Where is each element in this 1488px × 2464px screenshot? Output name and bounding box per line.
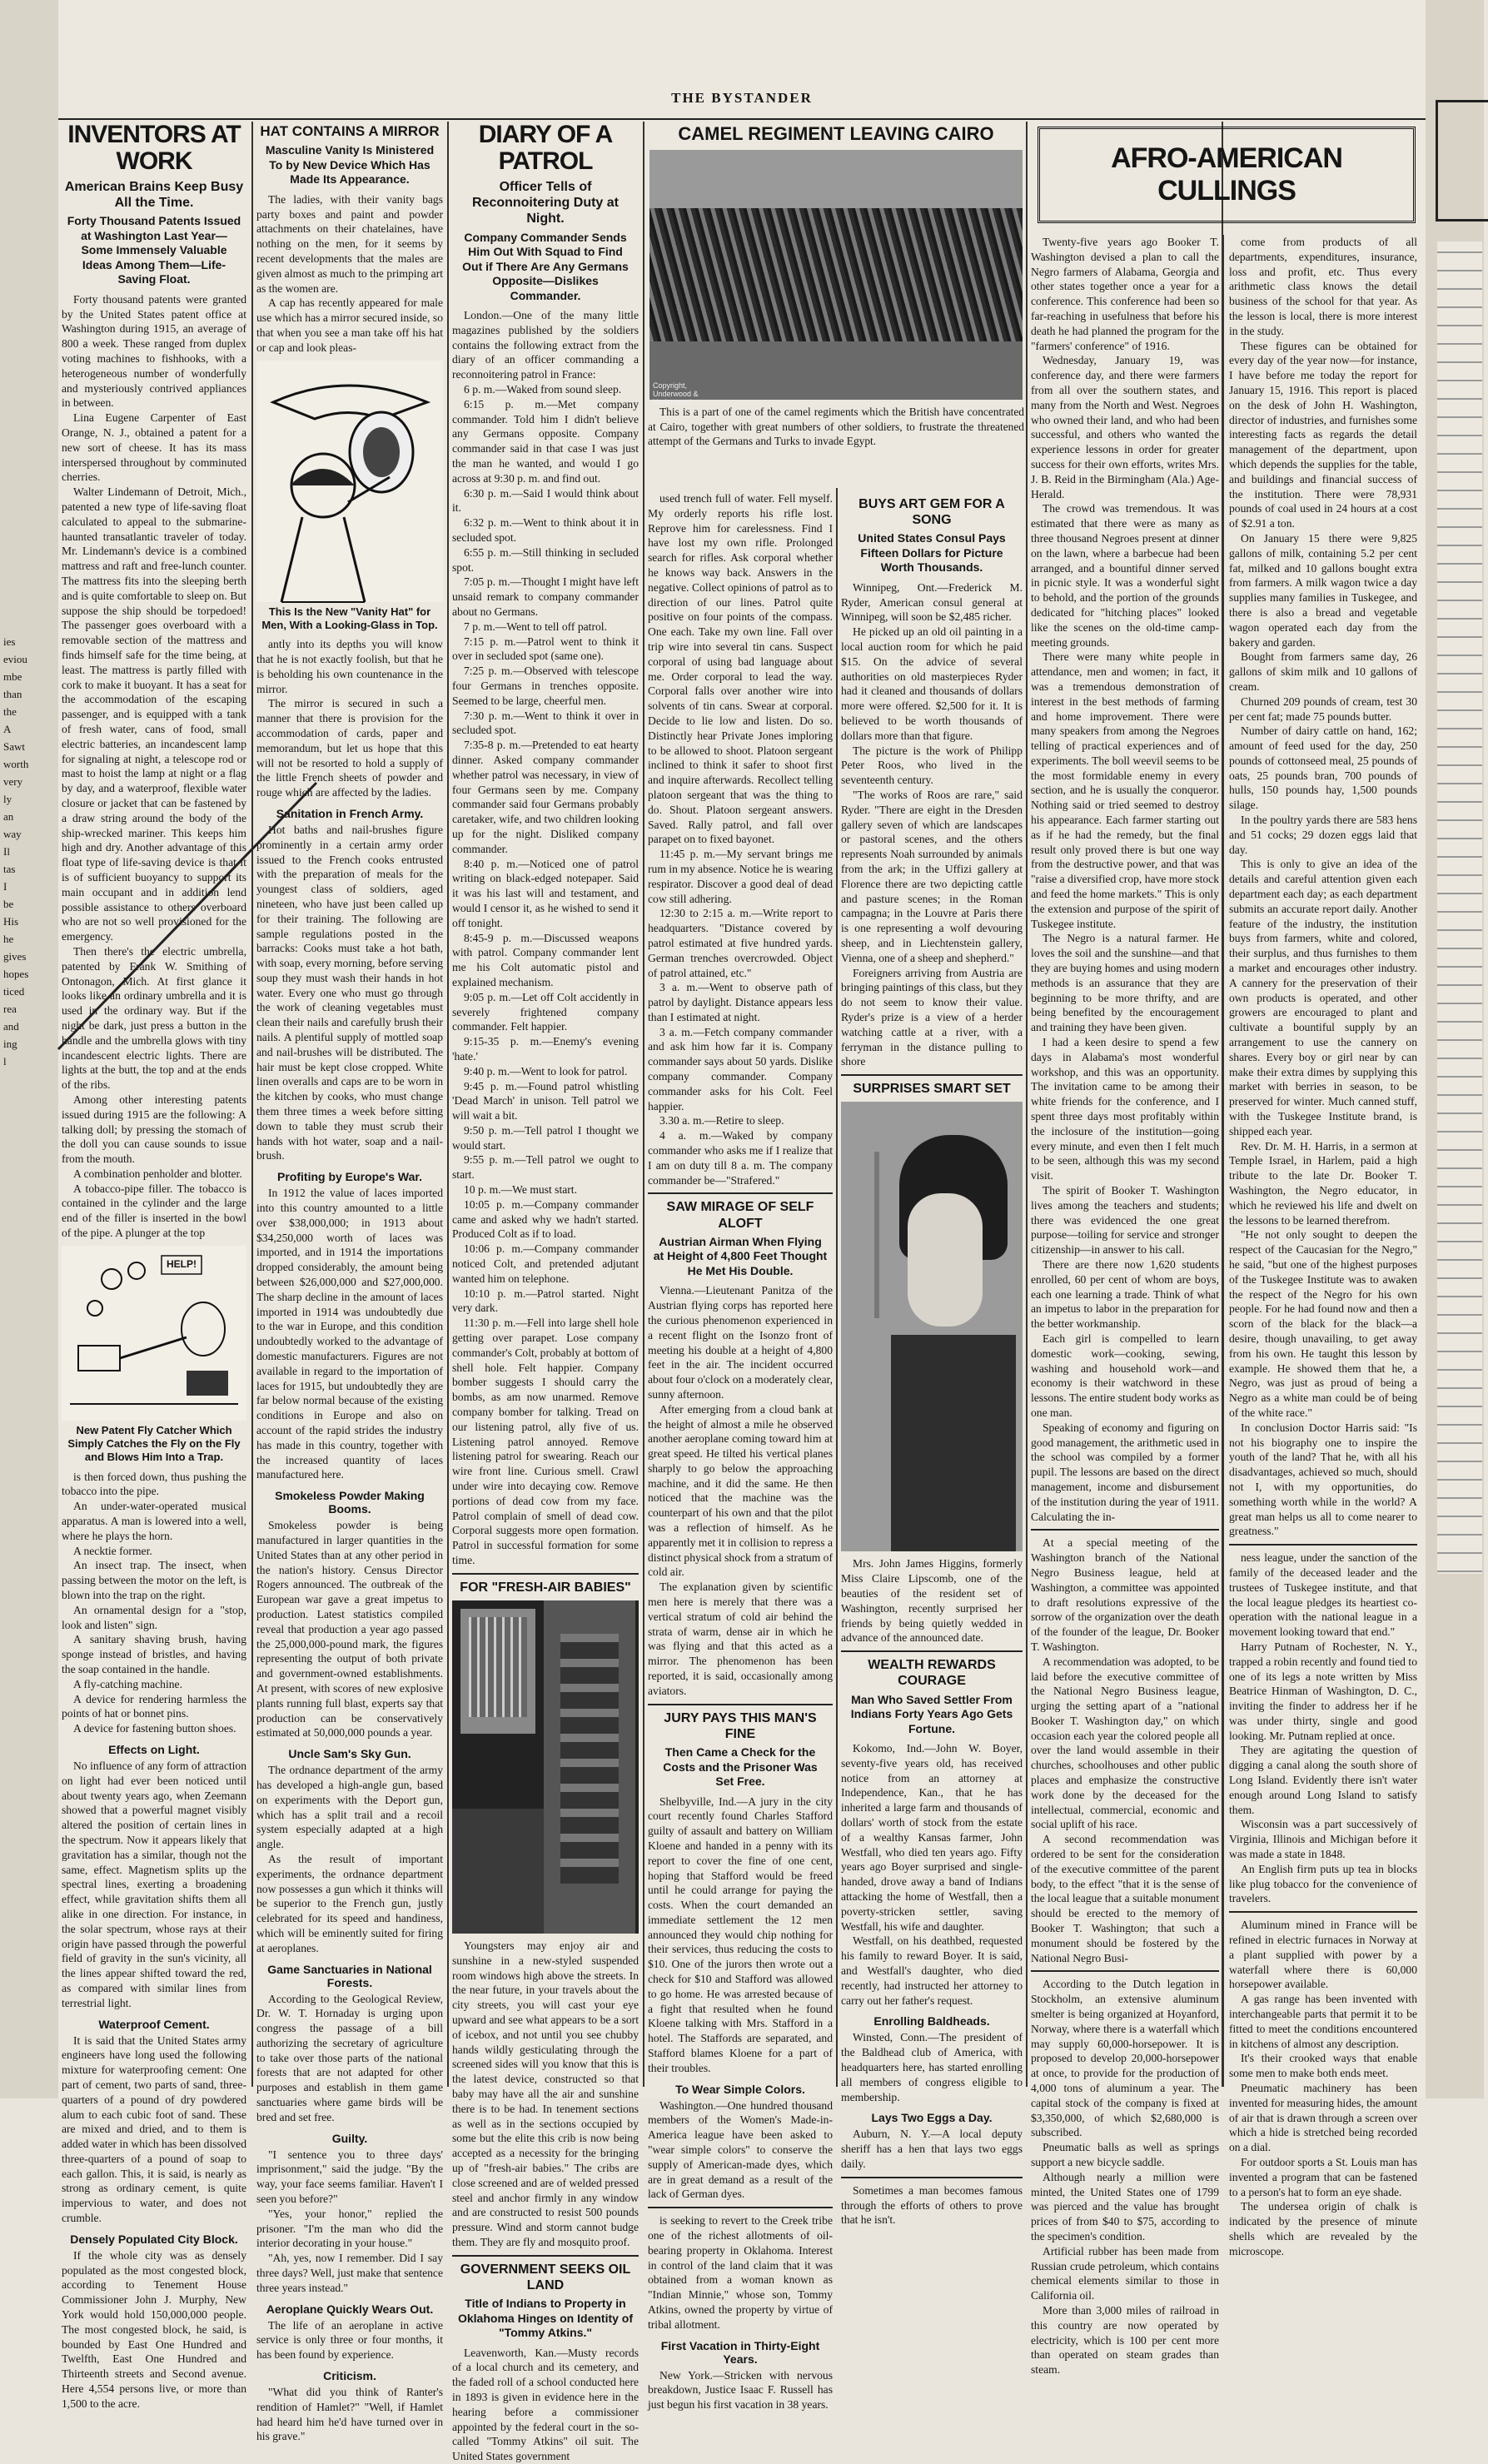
paragraph: It is said that the United States army engineers have long used the following mixture for waterproofing cement: One part of cement, two parts of sand, three-quarters of a pound of dry powdered alum to each cubic foot of sand. These are mixed and dried, and to them is added water in which has been dissolved three-quarters of a pound of soap to each gallon. This, it is said, is nearly as strong as ordinary cement, is quite impervious to water, and does not crumble. bbox=[62, 2033, 246, 2225]
masthead: THE BYSTANDER bbox=[58, 90, 1426, 120]
fresh-air-crib-photo bbox=[452, 1600, 639, 1934]
paragraph: Vienna.—Lieutenant Panitza of the Austrian flying corps has reported here the curious phenomenon experienced in a recent flight on the Isonzo front of meeting his double at a height of 4,800 feet in the air. The incident occurred about four o'clock on a moderately clear, sunny afternoon. bbox=[648, 1284, 833, 1401]
left-page-edge bbox=[0, 0, 58, 2098]
afro-american-cullings-section bbox=[1031, 122, 1422, 2377]
paragraph: An English firm puts up tea in blocks like plug tobacco for the convenience of travelers. bbox=[1229, 1862, 1417, 1905]
paragraph: Harry Putnam of Rochester, N. Y., trapped a robin recently and found tied to one of its legs a note written by Miss Beatrice Hinman of Washington, D. C., inviting the finder to address her if he was under thirty, single and good looking. Mr. Putnam replied at once. bbox=[1229, 1640, 1417, 1742]
divider bbox=[1031, 1529, 1219, 1531]
divider bbox=[1229, 1911, 1417, 1913]
section-title: Aeroplane Quickly Wears Out. bbox=[266, 2302, 434, 2316]
camel-regiment-photo bbox=[649, 150, 1023, 407]
divider bbox=[841, 1650, 1023, 1652]
paragraph: "Yes, your honor," replied the prisoner. "I'm the man who did the interior decorating in your house." bbox=[256, 2207, 443, 2250]
deck-mirage: Austrian Airman When Flying at Height of 4,800 Feet Thought He Met His Double. bbox=[653, 1234, 828, 1277]
paragraph: "I sentence you to three days' imprisonment," said the judge. "By the way, your face seems familiar. Haven't I seen you before?" bbox=[256, 2148, 443, 2206]
deck-hat-mirror: Masculine Vanity Is Ministered To by New Device Which Has Made Its Appearance. bbox=[265, 143, 435, 187]
section-title: To Wear Simple Colors. bbox=[675, 2082, 805, 2096]
paragraph: On January 15 there were 9,825 gallons of milk, containing 5.2 per cent fat, milked and 10 gallons bought extra from farmers. A milk wagon twice a day supplies many families in Tuskegee, and there is also a bread and vegetable wagon operated each day from the bakery and garden. bbox=[1229, 531, 1417, 649]
paragraph: Pneumatic machinery has been invented for measuring hides, the amount of air that is drawn through a screen over which a hide is stretched being recorded on a dial. bbox=[1229, 2082, 1417, 2154]
portrait-caption: Mrs. John James Higgins, formerly Miss Claire Lipscomb, one of the beauties of the resident set of Washington, recently surprised her friends by being quietly wedded in advance of the announced date. bbox=[841, 1557, 1023, 1645]
headline-fresh-air-babies: FOR "FRESH-AIR BABIES" bbox=[460, 1580, 631, 1595]
paragraph: No influence of any form of attraction on light had ever been noticed until about twenty years ago, when Zeemann showed that a powerful magnet visibly altered the position of certain lines in the spectrum. Now it appears likely that gravitation has a similar, though not the same, effect. Magnetism splits up the spectral lines, exerting a broadening effect, while gravitation shifts them all alike in one direction. For instance, in the solar spectrum, whose rays at their origin have passed through the powerful field of gravity in the sun's vicinity, all the lines appear shifted toward the red, as compared with similar lines from terrestrial light. bbox=[62, 1759, 246, 2009]
paragraph: 6:15 p. m.—Met company commander. Told him I didn't believe any Germans opposite. Company commander said in that case I was just the man he wanted, and would I go across at 9:30 p. m. and find out. bbox=[452, 397, 639, 485]
paragraph: This is only to give an idea of the details and careful attention given each department each day; as each department submits an accurate report daily. Another feature of the industry, the institution buys from farmers, white and colored, their surplus, and thus furnishes to them a market and encourages other industry. A cannery for the preservation of their own products is operated, and other growers are encouraged to plant and cultivate a bountiful supply by an arrangement to use the cannery on shares. Every boy or girl near by can make their extra dimes by supplying this market with berries in season, to be preserved for winter. Much canned stuff, with the Tuskegee Institute brand, is shipped each year. bbox=[1229, 858, 1417, 1137]
headline-art-gem: BUYS ART GEM FOR A SONG bbox=[858, 497, 1005, 528]
paragraph: There are there now 1,620 students enrolled, 60 per cent of whom are boys, each one learning a trade. Think of what an impetus to labor in the preparation for the better workmanship. bbox=[1031, 1257, 1219, 1331]
paragraph: A tobacco-pipe filler. The tobacco is contained in the cylinder and the large end of the filler is inserted in the bowl of the pipe. A plunger at the top bbox=[62, 1182, 246, 1240]
portrait-photo bbox=[841, 1102, 1023, 1551]
section-title: Smokeless Powder Making Booms. bbox=[275, 1489, 425, 1516]
headline-hat-mirror: HAT CONTAINS A MIRROR bbox=[260, 123, 440, 139]
paragraph: ness league, under the sanction of the family of the deceased leader and the trustees of Tuskegee institute, and that the local league pledges its heartiest co-operation with the national league in a movement looking toward that end." bbox=[1229, 1551, 1417, 1639]
paragraph: 3.30 a. m.—Retire to sleep. bbox=[659, 1114, 784, 1127]
paragraph: The ladies, with their vanity bags party boxes and paint and powder attachments on their chatelaines, have nothing on the men, for it seems by recent developments that the males are given almost as much to the primping art as the women are. bbox=[256, 192, 443, 295]
headline-diary-patrol: DIARY OF A PATROL bbox=[478, 121, 613, 175]
paragraph: At a special meeting of the Washington branch of the National Negro Business league, held at Washington, a committee was appointed to draft resolutions expressive of the sorrow of the organization over the death of the founder of the league, Dr. Booker T. Washington. bbox=[1031, 1536, 1219, 1653]
paragraph: 9:45 p. m.—Found patrol whistling 'Dead March' in unison. Tell patrol we will wait a bit. bbox=[452, 1079, 639, 1122]
paragraph: 6:30 p. m.—Said I would think about it. bbox=[452, 486, 639, 515]
paragraph: 6 p. m.—Waked from sound sleep. bbox=[464, 383, 622, 396]
paragraph: A cap has recently appeared for male use which has a mirror secured inside, so that when you see a man take off his hat or cap and look pleas- bbox=[256, 296, 443, 354]
column-art-gem bbox=[841, 491, 1023, 2227]
paragraph: A necktie former. bbox=[73, 1544, 152, 1557]
paragraph: 9:40 p. m.—Went to look for patrol. bbox=[464, 1064, 628, 1078]
paragraph: 9:15-35 p. m.—Enemy's evening 'hate.' bbox=[452, 1035, 639, 1063]
paragraph: Winnipeg, Ont.—Frederick M. Ryder, American consul general at Winnipeg, will soon be $2,485 richer. bbox=[841, 580, 1023, 624]
paragraph: Forty thousand patents were granted by the United States patent office at Washington during 1915, an average of 800 a week. These ranged from duplex voting machines to fishhooks, with a heterogeneous number of wonderfully and mysteriously contrived appliances in between. bbox=[62, 292, 246, 410]
deck-jury: Then Came a Check for the Costs and the Prisoner Was Set Free. bbox=[663, 1745, 818, 1789]
paragraph: "The works of Roos are rare," said Ryder. "There are eight in the Dresden gallery seven of which are landscapes or pastoral scenes, and the others represents Noah surrounded by animals from the ark; in the Uffizi gallery at Florence there are two depicting cattle and pasture scenes; in the Roman campagna; in the Louvre at Paris there is one representing a wolf devouring sheep, and in Liechtenstein gallery, Vienna, one of a sheep and shepherd." bbox=[841, 789, 1023, 964]
paragraph: 7:15 p. m.—Patrol went to think it over in secluded spot (same one). bbox=[452, 635, 639, 663]
section-title: Densely Populated City Block. bbox=[70, 2232, 238, 2246]
paragraph: Wisconsin was a part successively of Virginia, Illinois and Michigan before it was made a state in 1848. bbox=[1229, 1818, 1417, 1861]
paragraph: 8:40 p. m.—Noticed one of patrol writing on black-edged notepaper. Said it was his last will and testament, and would I censor it, as he wished to send it off tonight. bbox=[452, 857, 639, 929]
section-title: Lays Two Eggs a Day. bbox=[871, 2111, 993, 2125]
paragraph: I had a keen desire to spend a few days in Alabama's most wonderful workshop, and this was an opportunity. The invitation came to be among their white friends for the conference, and I spent three days most profitably within the inclosure of the institution—going every minute, and even then I felt much to be seen, although this was my second visit. bbox=[1031, 1036, 1219, 1182]
man-with-mirror-hat-drawing bbox=[256, 361, 443, 602]
fly-catcher-drawing bbox=[62, 1246, 246, 1421]
divider bbox=[648, 1704, 833, 1705]
deck-art-gem: United States Consul Pays Fifteen Dollars for Picture Worth Thousands. bbox=[858, 531, 1006, 575]
paragraph: "What did you think of Ranter's rendition of Hamlet?" "Well, if Hamlet had heard him he'd have turned over in his grave." bbox=[256, 2386, 443, 2443]
paragraph: An under-water-operated musical apparatus. A man is lowered into a well, where he plays the horn. bbox=[62, 1500, 246, 1542]
paragraph: Hot baths and nail-brushes figure prominently in a certain army order issued to the French cooks entrusted with the preparation of meals for the youngest class of soldiers, aged nineteen, who have just been called up for their training. The following are sample regulations posted in the barracks: Cooks must take a hot bath, with soap, every morning, before serving soup they must wash their hands in hot water. Every one who must go through the work of cleaning vegetables must clean their nails and carefully brush their nails. A plentiful supply of mottled soap and nail-brushes will be distributed. The hair must be kept close cropped. White linen overalls and caps are to be worn in the kitchen by cooks, who must change them three times a week before sitting down to table they must scrub their hands with hot water, soap and a nail-brush. bbox=[256, 823, 443, 1162]
paragraph: 7 p. m.—Went to tell off patrol. bbox=[464, 620, 607, 633]
headline-jury: JURY PAYS THIS MAN'S FINE bbox=[664, 1710, 817, 1741]
paragraph: 6:55 p. m.—Still thinking in secluded spot. bbox=[452, 545, 639, 574]
headline-camel-regiment: CAMEL REGIMENT LEAVING CAIRO bbox=[678, 123, 994, 144]
figure-caption: This Is the New "Vanity Hat" for Men, With a Looking-Glass in Top. bbox=[261, 605, 438, 631]
left-edge-text: ies eviou mbe than the A Sawt worth very ly an way Il tas I be His he gives hopes ticed rea and ing l bbox=[3, 635, 29, 1068]
paragraph: Foreigners arriving from Austria are bringing paintings of this class, but they do not seem to know their value. Ryder's prize is a view of a herder watching cattle at a river, with a ferryman in the distance pulling to shore bbox=[841, 966, 1023, 1068]
headline-smart-set: SURPRISES SMART SET bbox=[853, 1082, 1011, 1097]
paragraph: A sanitary shaving brush, having sponge instead of bristles, and having the soap contained in the handle. bbox=[62, 1633, 246, 1675]
paragraph: The life of an aeroplane in active service is only three or four months, it has been found by experience. bbox=[256, 2318, 443, 2362]
paragraph: London.—One of the many little magazines published by the soldiers contains the following extract from the diary of an officer commanding a reconnoitering patrol in France: bbox=[452, 309, 639, 381]
paragraph: An insect trap. The insect, when passing between the motor on the left, is blown into the trap on the right. bbox=[62, 1559, 246, 1601]
paragraph: Leavenworth, Kan.—Musty records of a local church and its cemetery, and the faded roll of a school conducted here in 1893 is given in evidence here in the hearing before a commissioner appointed by the federal court in the so-called "Tommy Atkins" oil suit. The United States government bbox=[452, 2346, 639, 2463]
section-title: Effects on Light. bbox=[108, 1742, 200, 1756]
paragraph: 3 a. m.—Went to observe path of patrol by daylight. Distance appears less than I estimated at night. bbox=[648, 981, 833, 1023]
paragraph: Pneumatic balls as well as springs support a new bicycle saddle. bbox=[1031, 2141, 1219, 2168]
paragraph: A recommendation was adopted, to be laid before the executive committee of the National Negro Business league, urging the setting apart of a "national Booker T. Washington day," on which occasion each year the colored people all over the land would assemble in their churches, schoolhouses and other public places and emphasize the constructive work done by the deceased for the intellectual, commercial, economic and social uplift of his race. bbox=[1031, 1655, 1219, 1831]
paragraph: 4 a. m.—Waked by company commander who asks me if I realize that I am on duty till 8 a. m. The company commander be—"Strafered." bbox=[648, 1129, 833, 1187]
paragraph: 10:05 p. m.—Company commander came and asked why we hadn't started. Produced Colt as if to load. bbox=[452, 1197, 639, 1241]
paragraph: Speaking of economy and figuring on good management, the arithmetic used in the school was compiled by a former pupil. The lessons are based on the direct management, income and disbursement of the institution during the year of 1911. Calculating the in- bbox=[1031, 1421, 1219, 1523]
paragraph: Smokeless powder is being manufactured in larger quantities in the United States than at any other period in the nation's history. Census Director Rogers announced. The outbreak of the European war gave a great impetus to production. Latest statistics compiled reveal that production a year ago passed the 25,000,000-pound mark, the figures representing the output of both private and government-owned establishments. At present, with scores of new explosive plants running full blast, experts say that production can be conservatively estimated at 50,000,000 pounds a year. bbox=[256, 1519, 443, 1740]
paragraph: The Negro is a natural farmer. He loves the soil and the sunshine—and that they are buying homes and using modern methods is an assurance that they are beginning to be more thrifty, and are being benefited by the encouragement and training they have been given. bbox=[1031, 932, 1219, 1034]
paragraph: Each girl is compelled to learn domestic work—cooking, sewing, washing and household work—and economy is their watchword in these lessons. The entire student body works as one man. bbox=[1031, 1332, 1219, 1419]
paragraph: A combination penholder and blotter. bbox=[73, 1167, 242, 1180]
paragraph: The mirror is secured in such a manner that there is provision for the accommodation of cards, paper and memorandum, but let us hope that this will not be resorted to hold a supply of the little French sheets of powder and rouge which are affected by the ladies. bbox=[256, 697, 443, 799]
paragraph: A second recommendation was ordered to be sent for the consideration of the executive committee of the parent body, to the effect "that it is the sense of the local league that a suitable monument should be erected to the memory of Booker T. Washington; that such a monument should be fostered by the National Negro Busi- bbox=[1031, 1833, 1219, 1964]
paragraph: 10:06 p. m.—Company commander noticed Colt, and pretended adjutant wanted him on telephone. bbox=[452, 1242, 639, 1285]
paragraph: 7:25 p. m.—Observed with telescope four Germans in trenches opposite. Seemed to be large, cheerful men. bbox=[452, 665, 639, 707]
right-edge-lines bbox=[1437, 241, 1482, 1574]
deck-oil-land: Title of Indians to Property in Oklahoma Hinges on Identity of "Tommy Atkins." bbox=[457, 2297, 634, 2340]
vanity-hat-illustration bbox=[256, 361, 443, 602]
divider bbox=[648, 1192, 833, 1194]
right-page-edge bbox=[1426, 0, 1484, 2098]
cullings-title: AFRO-AMERICAN CULLINGS bbox=[1038, 127, 1416, 223]
divider bbox=[1229, 1544, 1417, 1546]
cullings-column-right bbox=[1229, 235, 1417, 2257]
paragraph: Artificial rubber has been made from Russian crude petroleum, which contains chemical elements similar to those in California oil. bbox=[1031, 2244, 1219, 2302]
paragraph: 8:45-9 p. m.—Discussed weapons with patrol. Company commander lent me his Colt automatic pistol and explained mechanism. bbox=[452, 931, 639, 988]
section-title: Game Sanctuaries in National Forests. bbox=[267, 1962, 432, 1989]
section-title: Profiting by Europe's War. bbox=[277, 1170, 422, 1184]
paragraph: The undersea origin of chalk is indicated by the presence of minute shells which are revealed by the microscope. bbox=[1229, 2200, 1417, 2257]
divider bbox=[841, 2177, 1023, 2178]
paragraph: 6:32 p. m.—Went to think about it in secluded spot. bbox=[452, 516, 639, 545]
paragraph: They are agitating the question of digging a canal along the south shore of Long Island. Evidently there isn't water enough around Long Island to satisfy them. bbox=[1229, 1744, 1417, 1816]
paragraph: The ordnance department of the army has developed a high-angle gun, based on experiments with the Deport gun, which has a split trail and a recoil system especially adapted at a high angle. bbox=[256, 1764, 443, 1851]
right-edge-ornament bbox=[1436, 100, 1488, 222]
headline-oil-land: GOVERNMENT SEEKS OIL LAND bbox=[460, 2262, 631, 2292]
paragraph: Westfall, on his deathbed, requested his family to reward Boyer. It is said, and Westfall's daughter, who died recently, had instructed her attorney to carry out her father's request. bbox=[841, 1934, 1023, 2007]
paragraph: A device for fastening button shoes. bbox=[73, 1722, 236, 1735]
paragraph: Youngsters may enjoy air and sunshine in a new-styled suspended room windows high above the streets. In the near future, in your travels about the city streets, you will cast your eye upward and see what appears to be a sort of icebox, and not until you see chubby hands wildly gesticulating through the screened sides will you know that this is the latest device, constructed so that baby may have all the air and sunshine there is to be had. In tenement sections as well as in the sections occupied by some but the elite this crib is now being accepted as a necessity for the bringing up of "fresh-air babies." The cribs are close screened and are of welded pressed steel and anchor firmly in any window and are constructed to resist 500 pounds pressure. Wind and storm cannot budge them. They are fly and mosquito proof. bbox=[452, 1939, 639, 2248]
paragraph: Although nearly a million were minted, the United States one of 1799 was pierced and the value has brought prices of from $40 to $75, according to the specimen's condition. bbox=[1031, 2170, 1219, 2242]
paragraph: Aluminum mined in France will be refined in electric furnaces in Norway at a plant supplied with power by a waterfall where there is 60,000 horsepower available. bbox=[1229, 1919, 1417, 1991]
fly-catcher-illustration bbox=[62, 1246, 246, 1421]
column-diary-patrol bbox=[452, 121, 639, 2463]
paragraph: "He not only sought to deepen the respect of the Caucasian for the Negro," he said, "but one of the highest purposes of the Tuskegee Institute was to awaken the respect of the Negro for his own people. For he had found now and then a scorn of the black for the black—a desire, though unavailing, to get away from his own. He taught this lesson by example. He showed them that he, a Negro, was just as proud of being a Negro as a white man could be of being of the white race." bbox=[1229, 1228, 1417, 1419]
divider bbox=[1031, 1970, 1219, 1972]
section-title: Guilty. bbox=[331, 2131, 368, 2145]
paragraph: After emerging from a cloud bank at the height of almost a mile he observed another aeroplane coming toward him at great speed. He tilted his vertical planes sharply to go below the approaching machine, and it did the same. He then noticed that the machine was the counterpart of his own and that the pilot was a reflection of himself. As he apparently met it in collision to repress a distinct physical shock from a stratum of cold air. bbox=[648, 1402, 833, 1579]
paragraph: According to the Dutch legation in Stockholm, an extensive aluminum smelter is being organized at Hoyanford, Norway, where there is a waterfall which may supply 60,000-horsepower. It is proposed to develop 20,000-horsepower at once, to provide for the production of 4,000 tons of aluminum a year. The capital stock of the company is fixed at $3,350,000, of which $2,680,000 is subscribed. bbox=[1031, 1978, 1219, 2139]
headline-wealth-courage: WEALTH REWARDS COURAGE bbox=[868, 1658, 996, 1689]
paragraph: antly into its depths you will know that he is not exactly foolish, but that he is beholding his own countenance in the mirror. bbox=[256, 638, 443, 695]
paragraph: Twenty-five years ago Booker T. Washington devised a plan to call the Negro farmers of Alabama, Georgia and other states together once a year for a conference. This conference had been so far-reaching in usefulness that before his death he had planned the program for the "farmers' conference" of 1916. bbox=[1031, 236, 1219, 352]
photo-credit: Copyright, Underwood & Underwood bbox=[653, 381, 699, 407]
paragraph: A device for rendering harmless the points of hat or bonnet pins. bbox=[62, 1692, 246, 1720]
paragraph: As the result of important experiments, the ordnance department now possesses a gun which it thinks will be superior to the French gun, justly celebrated for its speed and handiness, which will be eminently suited for firing at aeroplanes. bbox=[256, 1852, 443, 1954]
paragraph: These figures can be obtained for every day of the year now—for instance, I have before me today the report for January 15, 1916. This report is placed on the desk of John H. Washington, director of industries, and furnishes some interesting facts as regards the detail management of the department, upon which depends the supplies for the table, and buildings and financial success of the institution. There were 78,931 pounds of coal used in 24 hours at a cost of $2.91 a ton. bbox=[1229, 339, 1417, 530]
paragraph: "Ah, yes, now I remember. Did I say three days? Well, just make that sentence three years instead." bbox=[256, 2252, 443, 2294]
paragraph: More than 3,000 miles of railroad in this country are now operated by electricity, which is 100 per cent more than operated on steam grades than steam. bbox=[1031, 2303, 1219, 2377]
deck-diary-patrol: Company Commander Sends Him Out With Squad to Find Out if There Are Any Germans Opposite—Dislikes Commander. bbox=[462, 230, 629, 302]
headline-inventors: INVENTORS AT WORK bbox=[67, 121, 241, 175]
cullings-column-left bbox=[1031, 235, 1219, 2377]
paragraph: Rev. Dr. M. H. Harris, in a sermon at Temple Israel, in Harlem, paid a high tribute to the late Dr. Booker T. Washington, the Negro educator, in which he reviewed his life and dwelt on the lessons to be learned therefrom. bbox=[1229, 1139, 1417, 1227]
column-rule bbox=[643, 122, 644, 2087]
paragraph: Walter Lindemann of Detroit, Mich., patented a new type of life-saving float calculated to appeal to the submarine-haunted transatlantic traveler of today. Mr. Lindemann's device is a combined mattress and raft and free-lunch counter. The mattress fits into the sleeping berth and is quite comfortable to sleep on. But suppose the ship should be torpedoed! The passenger goes overboard with a removable section of the mattress and finds himself safe for the time being, at least. The mattress is partly filled with cork to make it buoyant. It has a seat for the accommodation of the escaping passenger, and is equipped with a tank of fresh water, cans of food, small electric batteries, an incandescent lamp for signaling at night, a telescope rod or mast to hoist the lamp at night or a flag by day, and a waterproof, flexible water closure or jacket that can be fastened by a draw string around the body of the ship-wrecked mariner. This keeps him high and dry. Another advantage of this float type of life-saving device is that it is of sufficient buoyancy to support its main occupant and in addition lend possible assistance to others overboard who are not so well provisioned for the emergency. bbox=[62, 485, 246, 943]
section-title: First Vacation in Thirty-Eight Years. bbox=[660, 2338, 820, 2366]
paragraph: Lina Eugene Carpenter of East Orange, N. J., obtained a patent for a new sort of cheese. It has its mass interspersed throughout by comminuted cherries. bbox=[62, 411, 246, 484]
paragraph: The picture is the work of Philipp Peter Roos, who lived in the seventeenth century. bbox=[841, 744, 1023, 787]
paragraph: 12:30 to 2:15 a. m.—Write report to headquarters. "Distance covered by patrol estimated at five hundred yards. German trenches overcrowded. Object of patrol attained, etc." bbox=[648, 907, 833, 979]
paragraph: The spirit of Booker T. Washington lives among the teachers and students; there was evidenced the one great purpose—toiling for service and stronger citizenship—in answer to his call. bbox=[1031, 1184, 1219, 1257]
paragraph: Bought from farmers same day, 26 gallons of skim milk and 10 gallons of cream. bbox=[1229, 650, 1417, 693]
divider bbox=[648, 2207, 833, 2208]
section-title: Waterproof Cement. bbox=[98, 2017, 210, 2031]
section-title: Uncle Sam's Sky Gun. bbox=[288, 1747, 411, 1761]
help-speech-bubble: HELP! bbox=[167, 1257, 197, 1270]
paragraph: In conclusion Doctor Harris said: "Is not his biography one to inspire the youth of the land? That he, with all his disadvantages, achieved so much, should not I, with my opportunities, do something worth while in the world? A great man helps us all to come nearer to greatness." bbox=[1229, 1421, 1417, 1538]
paragraph: The explanation given by scientific men here is merely that there was a vertical stratum of cold air behind the strata of warm, dense air in which he was flying and that this acted as a mirror. The phenomenon has been reported, it is said, occasionally among aviators. bbox=[648, 1580, 833, 1697]
column-inventors bbox=[62, 121, 246, 2410]
column-rule bbox=[1026, 122, 1028, 2087]
paragraph: Number of dairy cattle on hand, 162; amount of feed used for the day, 250 pounds of cottonseed meal, 25 pounds of oats, 25 pounds bran, 700 pounds of hulls, 150 pounds hay, 1,500 pounds silage. bbox=[1229, 724, 1417, 812]
paragraph: For outdoor sports a St. Louis man has invented a program that can be fastened to a person's hat to form an eye shade. bbox=[1229, 2156, 1417, 2198]
column-patrol-continued bbox=[648, 491, 833, 2412]
paragraph: 3 a. m.—Fetch company commander and ask him how far it is. Company commander says about 50 yards. Dislike company commander. Company commander asks for his Colt. Feel happier. bbox=[648, 1025, 833, 1113]
paragraph: used trench full of water. Fell myself. My orderly reports his rifle lost. Reprove him for carelessness. Find I have lost my own rifle. Prolonged search for rifles. Ask corporal whether he knows way back. Answers in the negative. Collect opinions of patrol as to direction of our lines. Patrol quite positive on four points of the compass. One each. Take my own line. Fall over trip wire into several tin cans. Suspect corporal of using bad language about me. Order corporal to lead the way. Corporal falls over another wire into solvents of tin cans. Swear at corporal. Decide to lie low and listen. Do so. Distinctly hear Private Jones imploring to be allowed to shoot. Platoon sergeant inclined to think it safer to shoot first and inquire afterwards. Recollect telling platoon sergeant that was the thing to do. Shout. Platoon sergeant answers. Saved. Rally patrol, and fall over parapet on to fixed bayonet. bbox=[648, 492, 833, 846]
paragraph: Auburn, N. Y.—A local deputy sheriff has a hen that lays two eggs daily. bbox=[841, 2128, 1023, 2170]
subhead-diary-patrol: Officer Tells of Reconnoitering Duty at Night. bbox=[471, 180, 619, 226]
paragraph: 10:10 p. m.—Patrol started. Night very dark. bbox=[452, 1287, 639, 1315]
divider bbox=[841, 1074, 1023, 1076]
paragraph: He picked up an old oil painting in a local auction room for which he paid $15. On the advice of several authorities on old masterpieces Ryder had it cleaned and thousands of dollars more were offered. $2,500 for it. It is believed to be worth thousands of dollars more than that figure. bbox=[841, 625, 1023, 742]
paragraph: Shelbyville, Ind.—A jury in the city court recently found Charles Stafford guilty of assault and battery on William Kloene and handed in a penny with its report to cover the fine of one cent, hoping that Stafford would be freed until he could arrange for paying the costs. When the court demanded an immediate settlement the 12 men announced they would chip nothing for their services, thus reducing the costs to $10. One of the jurors then wrote out a check for $10 and Stafford was allowed to go home. He was arrested because of a fight that resulted when he found Kloene talking with Mrs. Stafford in a hotel. The Staffords are separated, and Stafford blames Kloene for a part of their troubles. bbox=[648, 1794, 833, 2074]
paragraph: 7:05 p. m.—Thought I might have left unsaid remark to company commander about no Germans. bbox=[452, 575, 639, 618]
paragraph: 7:30 p. m.—Went to think it over in secluded spot. bbox=[452, 709, 639, 737]
headline-mirage: SAW MIRAGE OF SELF ALOFT bbox=[666, 1200, 814, 1231]
deck-wealth-courage: Man Who Saved Settler From Indians Forty Years Ago Gets Fortune. bbox=[850, 1692, 1013, 1735]
figure-caption: New Patent Fly Catcher Which Simply Catches the Fly on the Fly and Blows Him Into a Trap. bbox=[67, 1423, 241, 1464]
paragraph: 9:50 p. m.—Tell patrol I thought we would start. bbox=[452, 1123, 639, 1152]
paragraph: Winsted, Conn.—The president of the Baldhead club of America, with headquarters here, has started enrolling all members of congress eligible to membership. bbox=[841, 2031, 1023, 2103]
column-hat-mirror bbox=[256, 122, 443, 2443]
paragraph: The crowd was tremendous. It was estimated that there were as many as three thousand Negroes present at dinner on the lawn, where a barbecue had been arranged, and a bountiful dinner served in picnic style. It was a wonderful sight to behold, and the portion of the grounds dedicated for "hitching places" looked like the scenes on the old-time camp-meeting grounds. bbox=[1031, 502, 1219, 649]
paragraph: New York.—Stricken with nervous breakdown, Justice Isaac F. Russell has just begun his first vacation in 38 years. bbox=[648, 2368, 833, 2412]
paragraph: Sometimes a man becomes famous through the efforts of others to prove that he isn't. bbox=[841, 2183, 1023, 2227]
paragraph: 7:35-8 p. m.—Pretended to eat hearty dinner. Asked company commander whether patrol was necessary, in view of four Germans seen by me. Company commander said four Germans probably caretaker, wife, and two children looking up for the night. Disliked company commander. bbox=[452, 739, 639, 855]
paragraph: A fly-catching machine. bbox=[73, 1677, 182, 1690]
paragraph: is seeking to revert to the Creek tribe one of the richest allotments of oil-bearing property in Oklahoma. Interest in control of the land claim that it was obtained from a woman known as "Indian Minnie," whose son, Tommy Atkins, owned the property by virtue of tribal allotment. bbox=[648, 2214, 833, 2331]
section-title: Sanitation in French Army. bbox=[276, 806, 424, 820]
column-rule bbox=[251, 122, 253, 2087]
paragraph: It's their crooked ways that enable some men to make both ends meet. bbox=[1229, 2052, 1417, 2080]
camel-caption: This is a part of one of the camel regiments which the British have concentrated at Cairo, together with great numbers of other soldiers, to frustrate the threatened attempt of the Germans and Turks to invade Egypt. bbox=[648, 406, 1024, 448]
paragraph: In the poultry yards there are 583 hens and 51 cocks; 29 dozen eggs laid that day. bbox=[1229, 814, 1417, 856]
section-title: Enrolling Baldheads. bbox=[873, 2014, 990, 2028]
section-title: Criticism. bbox=[323, 2369, 376, 2383]
paragraph: According to the Geological Review, Dr. W. T. Hornaday is urging upon congress the passage of a bill authorizing the secretary of agriculture to take over those parts of the national forests that are not adapted for other purposes and establish in them game sanctuaries where game birds will be bred and set free. bbox=[256, 1992, 443, 2123]
paragraph: 10 p. m.—We must start. bbox=[464, 1183, 577, 1197]
divider bbox=[452, 2255, 639, 2257]
paragraph: Wednesday, January 19, was conference day, and there were farmers from all over the southern states, and many from the North and West. Negroes who owned their land, and who had been successful, and others who wanted the experience lessons in order for greater success for their own efforts, writes Mrs. J. B. Reid in the Birmingham (Ala.) Age-Herald. bbox=[1031, 354, 1219, 500]
paragraph: In 1912 the value of laces imported into this country amounted to a little over $38,000,000; in 1913 about $34,250,000 worth of laces was imported, and in 1914 the importations dropped considerably, the amount being between $26,000,000 and $27,000,000. The sharp decline in the amount of laces imported in 1914 was undoubtedly due to the war in Europe, and this condition undoubtedly worked to the advantage of domestic manufacturers. Figures are not available in regard to the importation of laces for 1915, but undoubtedly they are far below normal because of the existing conditions in Europe and also on account of the rapid strides the industry has made in this country, together with the increased quantity of laces manufactured here. bbox=[256, 1187, 443, 1481]
divider bbox=[452, 1573, 639, 1575]
paragraph: come from products of all departments, expenditures, insurance, loss and profit, etc. Thus every arithmetic class knows the detail business of the school for that year. As the lesson is local, there is more interest in the study. bbox=[1229, 236, 1417, 337]
subhead-inventors: American Brains Keep Busy All the Time. bbox=[64, 180, 244, 211]
paragraph: Churned 209 pounds of cream, test 30 per cent fat; made 75 pounds butter. bbox=[1229, 694, 1417, 723]
column-rule bbox=[1222, 235, 1224, 2087]
deck-inventors: Forty Thousand Patents Issued at Washington Last Year—Some Immensely Valuable Ideas Among Them—Life-Saving Float. bbox=[67, 214, 241, 286]
paragraph: 9:05 p. m.—Let off Colt accidently in severely frightened company commander. Felt happier. bbox=[452, 990, 639, 1033]
paragraph: A gas range has been invented with interchangeable parts that permit it to be fitted to meet the conditions encountered in kitchens of almost any description. bbox=[1229, 1993, 1417, 2050]
paragraph: is then forced down, thus pushing the tobacco into the pipe. bbox=[62, 1470, 246, 1498]
paragraph: An ornamental design for a "stop, look and listen" sign. bbox=[62, 1603, 246, 1631]
paragraph: 11:30 p. m.—Fell into large shell hole getting over parapet. Lose company commander's Colt, probably at bottom of shell hole. Felt happier. Company bomber suggests I should carry the bombs, as am now unarmed. Remove company bomber for talking. Tread on our listening patrol, ally five of us. Listening patrol annoyed. Remove listening patrol for swearing. Reach our wire front line. Curious smell. Crawl under wire into decaying cow. Remove portions of dead cow from my face. Patrol complain of smell of dead cow. Corporal suggests more open formation. Patrol in successful formation for some time. bbox=[452, 1317, 639, 1566]
paragraph: If the whole city was as densely populated as the most congested block, according to Tenement House Commissioner John J. Murphy, New York would hold 150,000,000 people. The most congested block, he said, is bounded by East One Hundred and Twelfth, East One Hundred and Thirteenth streets and Second avenue. Here 4,554 persons live, or more than 1,500 to the acre. bbox=[62, 2248, 246, 2410]
paragraph: Kokomo, Ind.—John W. Boyer, seventy-five years old, has received notice from an attorney at Independence, Kan., that he has inherited a large farm and thousands of dollars' worth of stock from the estate of a wealthy Kansas farmer, John Westfall, who died ten years ago. Fifty years ago Boyer surprised and single-handed, drove away a band of Indians attacking the home of Westfall, then a poverty-stricken settler, saving Westfall, his wife and daughter. bbox=[841, 1742, 1023, 1933]
paragraph: Then there's the electric umbrella, patented by Frank W. Smithing of Ontonagon, Mich. At first glance it looks like an ordinary umbrella and it is used in the ordinary way. But if the night be dark, just press a button in the handle and the umbrella glows with tiny incandescent electric lights. There are lights at the butt, the top and at the ends of the ribs. bbox=[62, 944, 246, 1092]
paragraph: Among other interesting patents issued during 1915 are the following: A talking doll; by pressing the stomach of the doll you can cause sounds to issue from the mouth. bbox=[62, 1093, 246, 1166]
paragraph: 9:55 p. m.—Tell patrol we ought to start. bbox=[452, 1153, 639, 1182]
paragraph: 11:45 p. m.—My servant brings me rum in my absence. Notice he is wearing respirator. Discover a good deal of dead cow still adhering. bbox=[648, 848, 833, 905]
paragraph: Washington.—One hundred thousand members of the Women's Made-in-America league have been asked to "wear simple colors" to conserve the supply of American-made dyes, which are in great demand as a result of the lack of German dyes. bbox=[648, 2098, 833, 2201]
paragraph: There were many white people in attendance, men and women; in fact, it was a tremendous demonstration of interest in the best methods of farming and home improvement. There were many speakers from among the Negroes telling of practical experiences and of experiments. The boll weevil seems to be the most formidable enemy in every section, and he is usually the conqueror. Nothing said or tried seemed to destroy his appearance. Each farmer starting out as if he had the remedy, but the final result only proved there is but one way from the destructive power, and that was "raise a diversified crop, have more stock and feed the home markets." This is only the extension and purpose of the spirit of Tuskegee institute. bbox=[1031, 650, 1219, 930]
camel-regiment-story bbox=[648, 122, 1024, 488]
column-rule bbox=[447, 122, 449, 2087]
